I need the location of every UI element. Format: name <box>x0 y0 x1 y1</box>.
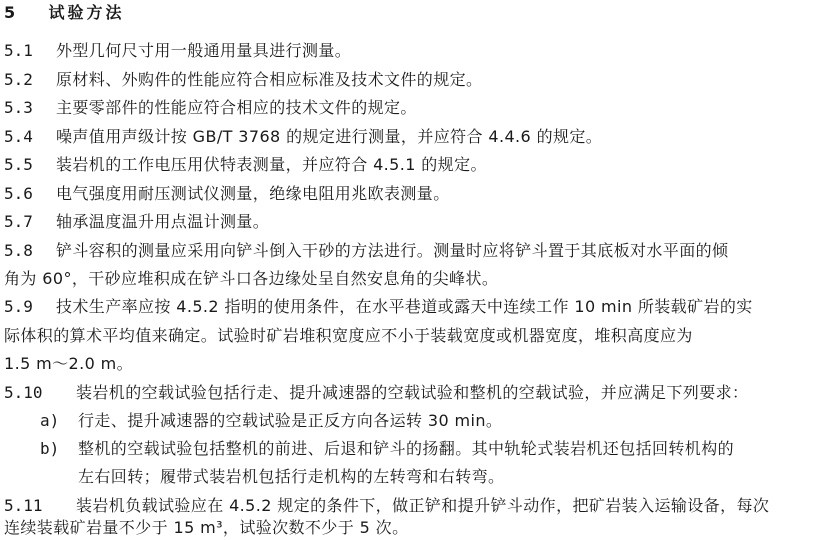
clause-text: 装岩机的工作电压用伏特表测量，并应符合 4.5.1 的规定。 <box>56 155 487 174</box>
clause-number: 5.1 <box>4 41 33 60</box>
clause-5-9-continuation <box>4 353 133 375</box>
clause-5-8-continuation <box>4 268 498 290</box>
clause-text: 噪声值用声级计按 GB/T 3768 的规定进行测量，并应符合 4.4.6 的规定。 <box>56 127 603 146</box>
subclause-a <box>40 410 502 432</box>
clause-number: 5.2 <box>4 70 33 89</box>
clause-text: 轴承温度温升用点温计测量。 <box>56 212 270 231</box>
clause-5-6 <box>4 183 450 205</box>
clause-5-10 <box>4 382 748 404</box>
clause-number: 5.4 <box>4 127 33 146</box>
clause-5-9-continuation <box>4 325 693 347</box>
section-heading <box>4 2 125 24</box>
clause-number: 5.7 <box>4 212 33 231</box>
clause-5-7 <box>4 211 269 233</box>
clause-text: 装岩机的空载试验包括行走、提升减速器的空载试验和整机的空载试验，并应满足下列要求： <box>76 383 749 402</box>
clause-number: 5.10 <box>4 383 43 402</box>
clause-text: 1.5 m～2.0 m。 <box>4 354 134 373</box>
clause-5-5 <box>4 154 487 176</box>
clause-text: 角为 60°，干砂应堆积成在铲斗口各边缘处呈自然安息角的尖峰状。 <box>4 269 499 288</box>
subclause-text: 整机的空载试验包括整机的前进、后退和铲斗的扬翻。其中轨轮式装岩机还包括回转机构的 <box>78 439 735 458</box>
clause-text: 原材料、外购件的性能应符合相应标准及技术文件的规定。 <box>56 70 483 89</box>
clause-5-4 <box>4 126 602 148</box>
clause-number: 5.3 <box>4 98 33 117</box>
clause-text: 际体积的算术平均值来确定。试验时矿岩堆积宽度应不小于装载宽度或机器宽度，堆积高度应为 <box>4 326 693 345</box>
clause-5-11 <box>4 495 769 517</box>
clause-number: 5.8 <box>4 241 33 260</box>
clause-5-1 <box>4 40 351 62</box>
clause-5-8 <box>4 240 728 262</box>
subclause-text: 行走、提升减速器的空载试验是正反方向各运转 30 min。 <box>78 411 503 430</box>
subclause-mark: a) <box>40 411 60 430</box>
subclause-b-continuation <box>78 466 504 488</box>
clause-text: 主要零部件的性能应符合相应的技术文件的规定。 <box>56 98 417 117</box>
clause-text: 电气强度用耐压测试仪测量，绝缘电阻用兆欧表测量。 <box>56 184 450 203</box>
clause-text: 外型几何尺寸用一般通用量具进行测量。 <box>56 41 352 60</box>
clause-text: 铲斗容积的测量应采用向铲斗倒入干砂的方法进行。测量时应将铲斗置于其底板对水平面的倾 <box>56 241 729 260</box>
subclause-text: 左右回转；履带式装岩机包括行走机构的左转弯和右转弯。 <box>78 467 505 486</box>
section-title: 试验方法 <box>48 3 125 22</box>
clause-number: 5.9 <box>4 297 33 316</box>
clause-text: 连续装载矿岩量不少于 15 m³，试验次数不少于 5 次。 <box>4 518 409 537</box>
section-number: 5 <box>4 3 16 22</box>
clause-5-9 <box>4 296 753 318</box>
clause-5-2 <box>4 69 482 91</box>
clause-5-3 <box>4 97 417 119</box>
clause-number: 5.6 <box>4 184 33 203</box>
clause-text: 装岩机负载试验应在 4.5.2 规定的条件下，做正铲和提升铲斗动作，把矿岩装入运输设备，每次 <box>76 496 770 515</box>
subclause-mark: b) <box>40 439 60 458</box>
clause-5-11-continuation <box>4 517 408 539</box>
subclause-b <box>40 438 734 460</box>
clause-number: 5.5 <box>4 155 33 174</box>
clause-number: 5.11 <box>4 496 43 515</box>
clause-text: 技术生产率应按 4.5.2 指明的使用条件，在水平巷道或露天中连续工作 10 min 所装载矿岩的实 <box>56 297 753 316</box>
